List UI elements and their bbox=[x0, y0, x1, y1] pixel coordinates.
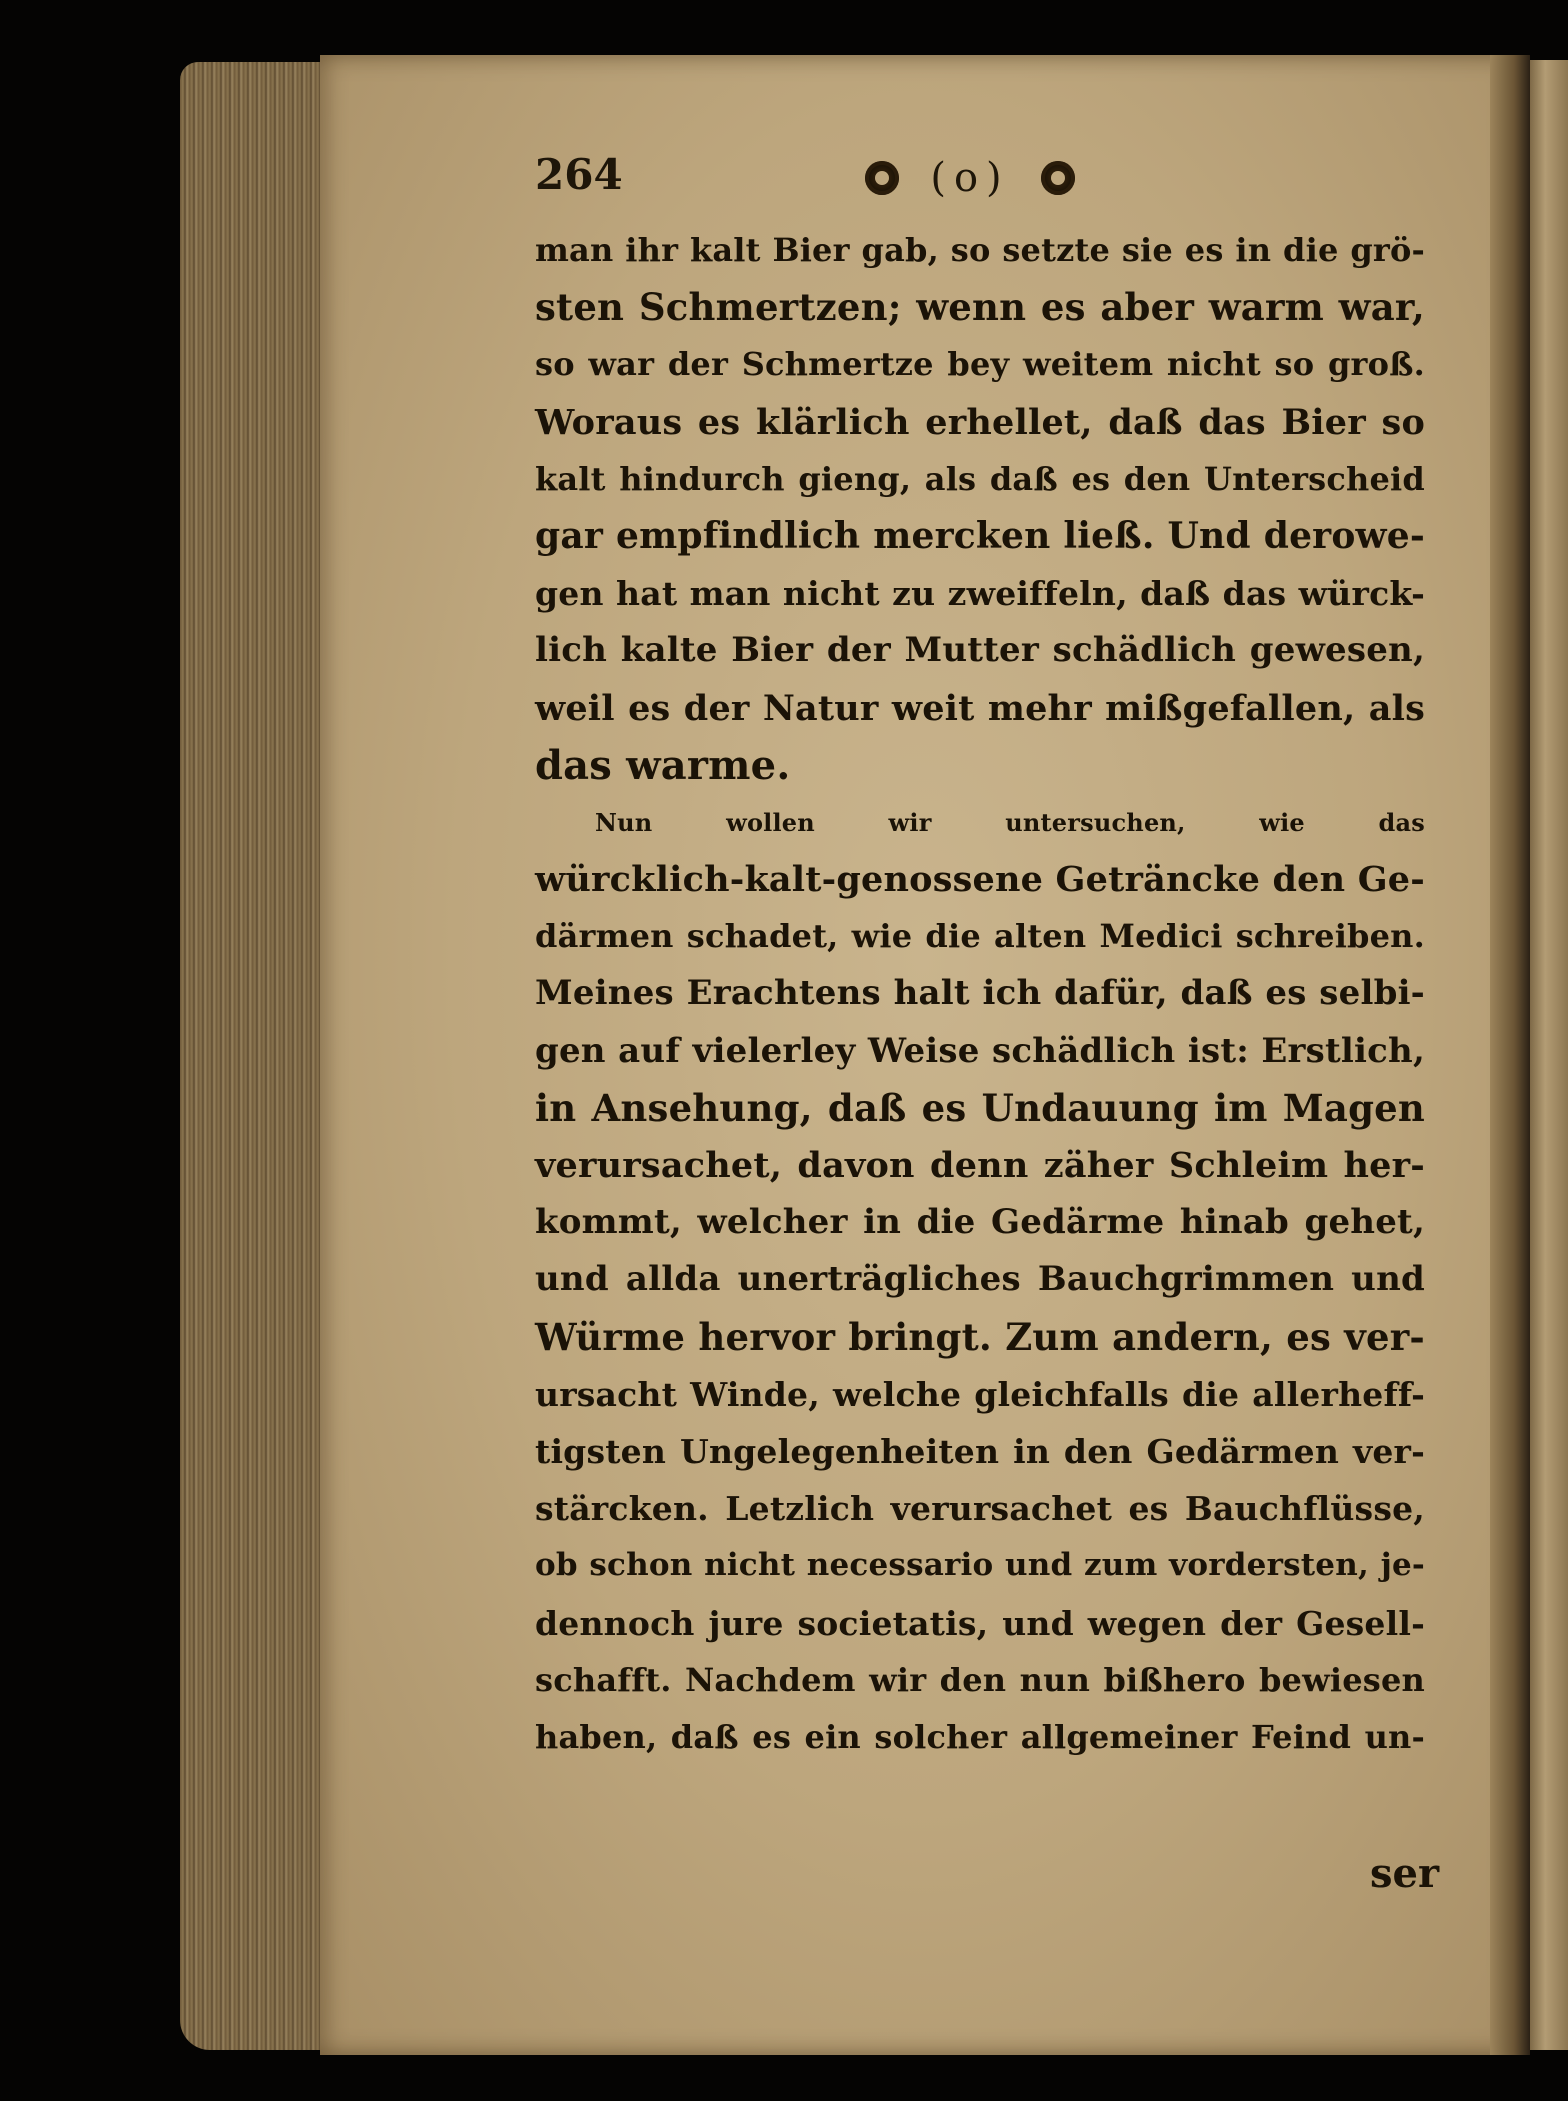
page-body-text bbox=[535, 222, 1425, 1766]
text-line: ob schon nicht necessario und zum vordersten, je- bbox=[535, 1547, 1425, 1584]
text-line: stärcken. Letzlich verursachet es Bauchflüsse, bbox=[535, 1489, 1425, 1529]
facing-page-edge bbox=[1530, 60, 1568, 2050]
page-block-edges bbox=[180, 62, 330, 2050]
text-line: därmen schadet, wie die alten Medici schreiben. bbox=[535, 917, 1425, 956]
text-line: sten Schmertzen; wenn es aber warm war, bbox=[535, 285, 1425, 330]
text-line: kommt, welcher in die Gedärme hinab gehet, bbox=[535, 1202, 1425, 1243]
text-line: Würme hervor bringt. Zum andern, es ver- bbox=[535, 1314, 1425, 1359]
text-line: man ihr kalt Bier gab, so setzte sie es in die grö- bbox=[535, 231, 1425, 269]
text-line: verursachet, davon denn zäher Schleim her- bbox=[535, 1145, 1425, 1186]
text-line: gen hat man nicht zu zweiffeln, daß das würck- bbox=[535, 574, 1425, 614]
header-ornament bbox=[865, 150, 1075, 201]
text-line: tigsten Ungelegenheiten in den Gedärmen ver- bbox=[535, 1431, 1425, 1471]
ornament-text: (o) bbox=[930, 155, 1010, 201]
page-header bbox=[535, 150, 1435, 210]
page-gutter bbox=[1490, 55, 1530, 2055]
text-line: gar empfindlich mercken ließ. Und derowe- bbox=[535, 514, 1425, 557]
text-line: schafft. Nachdem wir den nun bißhero bewiesen bbox=[535, 1660, 1425, 1699]
text-line: lich kalte Bier der Mutter schädlich gewesen, bbox=[535, 630, 1425, 671]
catchword: ser bbox=[1370, 1850, 1440, 1897]
text-line: gen auf vielerley Weise schädlich ist: Erstlich, bbox=[535, 1030, 1425, 1071]
text-line: und allda unerträgliches Bauchgrimmen und bbox=[535, 1259, 1425, 1300]
text-line: Meines Erachtens halt ich dafür, daß es selbi- bbox=[535, 973, 1425, 1014]
fleuron-left-icon bbox=[865, 161, 899, 195]
text-line: haben, daß es ein solcher allgemeiner Feind un- bbox=[535, 1717, 1425, 1756]
text-line: würcklich-kalt-genossene Geträncke den Ge- bbox=[535, 859, 1425, 901]
text-line: ursacht Winde, welche gleichfalls die allerheff- bbox=[535, 1374, 1425, 1414]
text-line: Nun wollen wir untersuchen, wie das bbox=[595, 807, 1425, 837]
text-line: so war der Schmertze bey weitem nicht so groß. bbox=[535, 345, 1425, 384]
text-line: kalt hindurch gieng, als daß es den Unterscheid bbox=[535, 459, 1425, 498]
text-line: das warme. bbox=[535, 741, 791, 789]
text-line: in Ansehung, daß es Undauung im Magen bbox=[535, 1085, 1425, 1130]
fleuron-right-icon bbox=[1041, 161, 1075, 195]
page-number: 264 bbox=[535, 150, 623, 199]
text-line: weil es der Natur weit mehr mißgefallen, als bbox=[535, 687, 1425, 729]
text-line: Woraus es klärlich erhellet, daß das Bier so bbox=[535, 401, 1425, 443]
text-line: dennoch jure societatis, und wegen der Gesell- bbox=[535, 1603, 1425, 1643]
